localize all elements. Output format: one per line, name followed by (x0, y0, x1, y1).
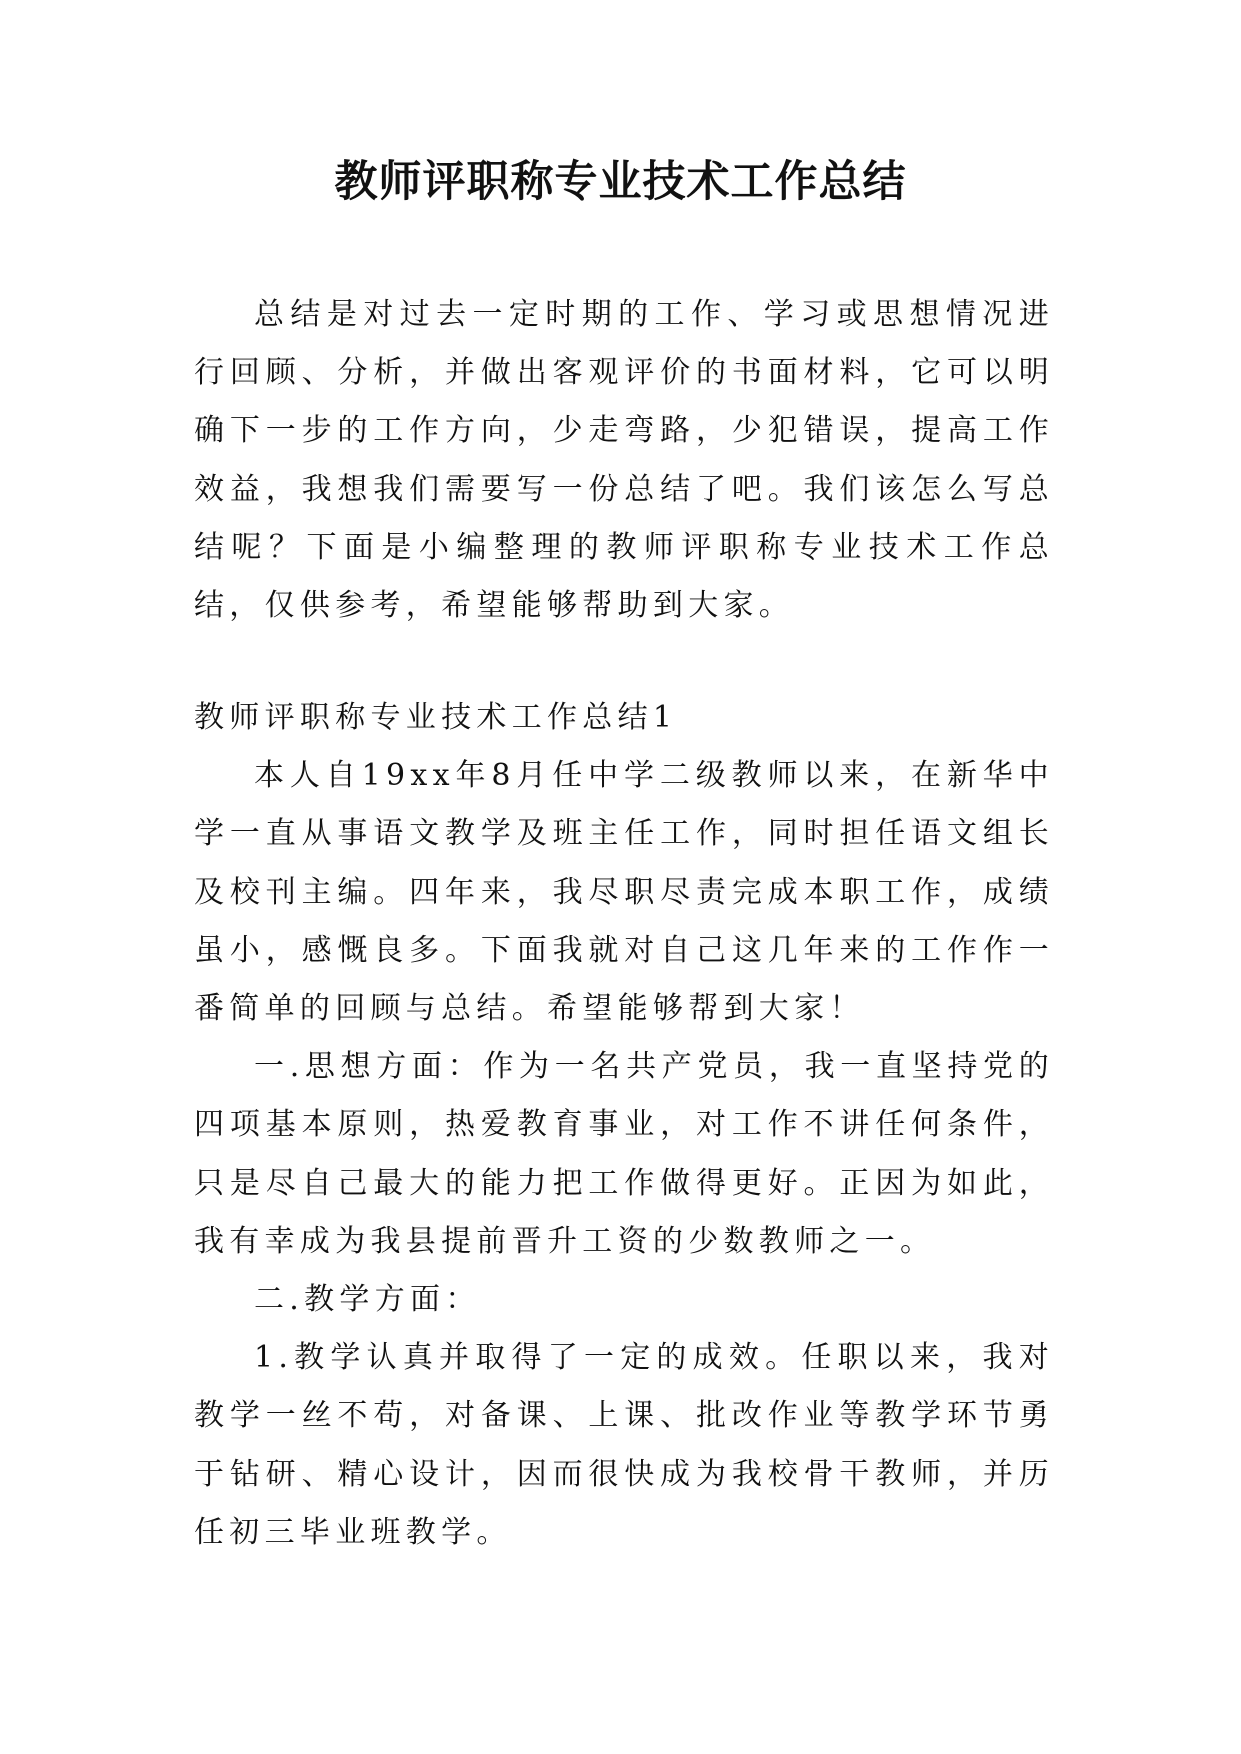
document-title: 教师评职称专业技术工作总结 (334, 157, 907, 207)
main-content (194, 689, 1054, 1562)
paragraph-teaching-heading: 二.教学方面： (254, 1282, 481, 1318)
section-heading: 教师评职称专业技术工作总结1 (194, 700, 678, 735)
intro-paragraph: 总结是对过去一定时期的工作、学习或思想情况进行回顾、分析，并做出客观评价的书面材料，它可以明确下一步的工作方向，少走弯路，少犯错误，提高工作效益，我想我们需要写一份总结了吧。我们该怎么写总结呢？下面是小编整理的教师评职称专业技术工作总结，仅供参考，希望能够帮助到大家。 (194, 297, 1054, 624)
intro-block (194, 286, 1054, 635)
paragraph-introduction: 本人自19xx年8月任中学二级教师以来，在新华中学一直从事语文教学及班主任工作，同时担任语文组长及校刊主编。四年来，我尽职尽责完成本职工作，成绩虽小，感慨良多。下面我就对自己这几年来的工作作一番简单的回顾与总结。希望能够帮到大家！ (194, 758, 1054, 1027)
paragraph-thought: 一.思想方面：作为一名共产党员，我一直坚持党的四项基本原则，热爱教育事业，对工作不讲任何条件，只是尽自己最大的能力把工作做得更好。正因为如此，我有幸成为我县提前晋升工资的少数教师之一。 (194, 1049, 1054, 1259)
paragraph-teaching-item-1: 1.教学认真并取得了一定的成效。任职以来，我对教学一丝不苟，对备课、上课、批改作业等教学环节勇于钻研、精心设计，因而很快成为我校骨干教师，并历任初三毕业班教学。 (194, 1340, 1054, 1550)
